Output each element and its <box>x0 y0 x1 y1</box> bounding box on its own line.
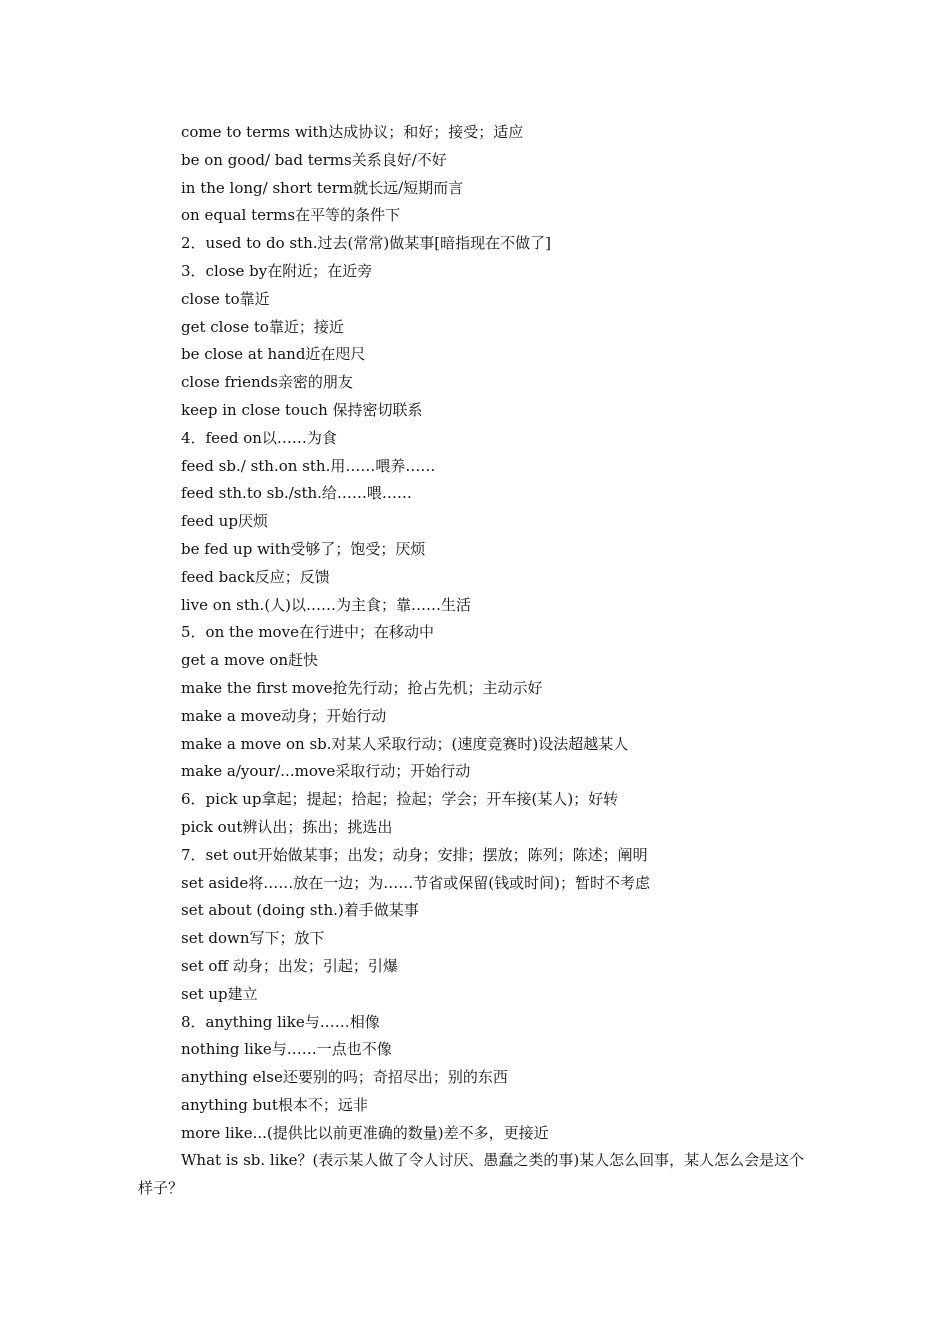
text-line: 3．close by在附近；在近旁 <box>181 261 373 280</box>
text-line: 6．pick up拿起；提起；拾起；捡起；学会；开车接(某人)；好转 <box>181 790 619 809</box>
text-line: feed sth.to sb./sth.给……喂…… <box>181 484 412 503</box>
text-line: keep in close touch 保持密切联系 <box>181 400 423 419</box>
text-line: live on sth.(人)以……为主食；靠……生活 <box>181 595 472 614</box>
text-line: 7．set out开始做某事；出发；动身；安排；摆放；陈列；陈述；阐明 <box>181 845 648 864</box>
text-line: 8．anything like与……相像 <box>181 1012 380 1031</box>
text-line: feed sb./ sth.on sth.用……喂养…… <box>181 456 436 475</box>
text-line: close friends亲密的朋友 <box>181 373 353 392</box>
text-line: get close to靠近；接近 <box>181 317 344 336</box>
text-line: be fed up with受够了；饱受；厌烦 <box>181 539 426 558</box>
text-paragraph: What is sb. like？(表示某人做了令人讨厌、愚蠢之类的事)某人怎么回事，某人怎么会是这个样子？ <box>138 1151 805 1198</box>
text-line: in the long/ short term就长远/短期而言 <box>181 178 464 197</box>
text-line: make a move动身；开始行动 <box>181 706 387 725</box>
text-line: more like...(提供比以前更准确的数量)差不多，更接近 <box>181 1123 549 1142</box>
text-line: set up建立 <box>181 984 258 1003</box>
text-line: get a move on赶快 <box>181 651 319 670</box>
text-line: feed back反应；反馈 <box>181 567 330 586</box>
text-line: make a/your/...move采取行动；开始行动 <box>181 762 471 781</box>
text-line: set aside将……放在一边；为……节省或保留(钱或时间)；暂时不考虑 <box>181 873 650 892</box>
document-body <box>138 119 818 1203</box>
text-line: feed up厌烦 <box>181 512 268 531</box>
text-line: be on good/ bad terms关系良好/不好 <box>181 150 447 169</box>
text-line: 4．feed on以……为食 <box>181 428 337 447</box>
text-line: set about (doing sth.)着手做某事 <box>181 901 419 920</box>
text-line: anything else还要别的吗；奇招尽出；别的东西 <box>181 1068 508 1087</box>
text-line: 2．used to do sth.过去(常常)做某事[暗指现在不做了] <box>181 234 551 253</box>
text-line: set off 动身；出发；引起；引爆 <box>181 956 398 975</box>
text-line: set down写下；放下 <box>181 929 325 948</box>
text-line: be close at hand近在咫尺 <box>181 345 366 364</box>
text-line: make a move on sb.对某人采取行动；(速度竞赛时)设法超越某人 <box>181 734 629 753</box>
text-line: nothing like与……一点也不像 <box>181 1040 392 1059</box>
text-line: anything but根本不；远非 <box>181 1095 368 1114</box>
text-line: pick out辨认出；拣出；挑选出 <box>181 817 393 836</box>
text-line: close to靠近 <box>181 289 270 308</box>
text-line: 5．on the move在行进中；在移动中 <box>181 623 434 642</box>
text-line: make the first move抢先行动；抢占先机；主动示好 <box>181 678 543 697</box>
text-line: come to terms with达成协议；和好；接受；适应 <box>181 123 524 141</box>
text-line: on equal terms在平等的条件下 <box>181 206 401 225</box>
